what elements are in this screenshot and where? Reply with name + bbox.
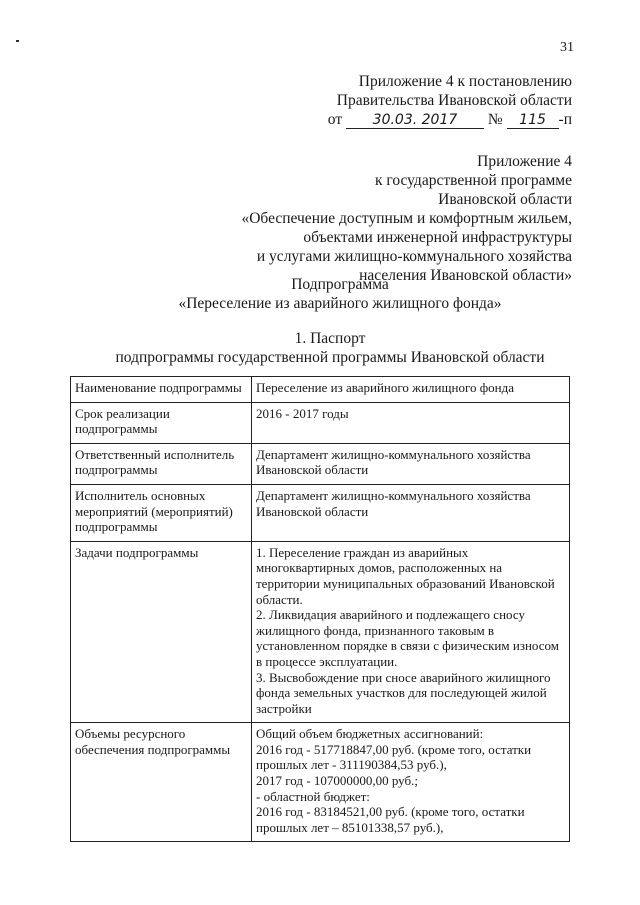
appendix-line: Приложение 4 [477,153,572,170]
funding-line: 2016 год - 517718847,00 руб. (кроме того, остатки прошлых лет - 311190384,53 руб.), [256,741,532,773]
row-value [252,541,570,723]
appendix-line: и услугами жилищно-коммунального хозяйства [256,248,572,265]
scan-mark [16,40,19,42]
passport-table [70,376,570,842]
funding-line: Общий объем бюджетных ассигнований: [256,726,484,742]
row-label: Наименование подпрограммы [71,377,252,403]
row-label: Объемы ресурсного обеспечения подпрограммы [71,723,252,842]
row-value-text: Переселение из аварийного жилищного фонда [256,380,514,395]
row-value [252,723,570,842]
row-value-text: Департамент жилищно-коммунального хозяйства Ивановской области [256,446,531,478]
appendix-header [241,152,572,285]
row-value [252,443,570,484]
decree-header-line-2: Правительства Ивановской области [336,92,572,109]
row-value [252,402,570,443]
funding-line: 2016 год - 83184521,00 руб. (кроме того, остатки прошлых лет – 85101338,57 руб.), [256,804,525,835]
row-label: Ответственный исполнитель подпрограммы [71,443,252,484]
decree-header-line-1: Приложение 4 к постановлению [358,73,572,90]
table-row [71,484,570,541]
task-item: 2. Ликвидация аварийного и подлежащего сносу жилищного фонда, признанного таковым в установленном порядке в связи с физическим износом в процессе эксплуатации. [256,607,559,669]
decree-header [328,72,572,129]
row-value [252,484,570,541]
task-item: 3. Высвобождение при сносе аварийного жилищного фонда земельных участков для последующей жилой застройки [256,669,551,716]
subprogram-label: Подпрограмма [291,276,389,293]
appendix-line: Ивановской области [438,191,572,208]
row-label: Задачи подпрограммы [71,541,252,723]
appendix-line: к государственной программе [374,172,572,189]
appendix-line: «Обеспечение доступным и комфортным жильем, [241,210,572,227]
handwritten-date: 30.03. 2017 [346,112,484,129]
from-label: от [327,111,343,128]
appendix-line: объектами инженерной инфраструктуры [303,229,572,246]
row-value [252,377,570,403]
table-row [71,443,570,484]
page-number: 31 [560,40,574,55]
passport-subheading: подпрограммы государственной программы Ивановской области [115,349,545,366]
number-label: № [487,111,503,128]
number-suffix: -п [558,111,572,128]
row-label: Срок реализации подпрограммы [71,402,252,443]
subprogram-name: «Переселение из аварийного жилищного фонда» [178,295,502,312]
table-row [71,377,570,403]
decree-date-number-line [328,110,572,129]
passport-title [0,329,640,367]
appendix-line: населения Ивановской области» [359,267,572,284]
subprogram-title [0,275,640,313]
funding-line: 2017 год - 107000000,00 руб.; [256,773,418,789]
row-value-text: Департамент жилищно-коммунального хозяйства Ивановской области [256,487,531,519]
task-item: 1. Переселение граждан из аварийных многоквартирных домов, расположенных на территории муниципальных образований Ивановской области. [256,544,555,607]
table-row [71,402,570,443]
passport-heading: 1. Паспорт [294,330,366,347]
row-label: Исполнитель основных мероприятий (мероприятий) подпрограммы [71,484,252,541]
handwritten-number: 115 [507,112,559,129]
table-row [71,723,570,842]
table-row [71,541,570,723]
row-value-text: 2016 - 2017 годы [256,405,349,421]
funding-line: - областной бюджет: [256,788,370,804]
